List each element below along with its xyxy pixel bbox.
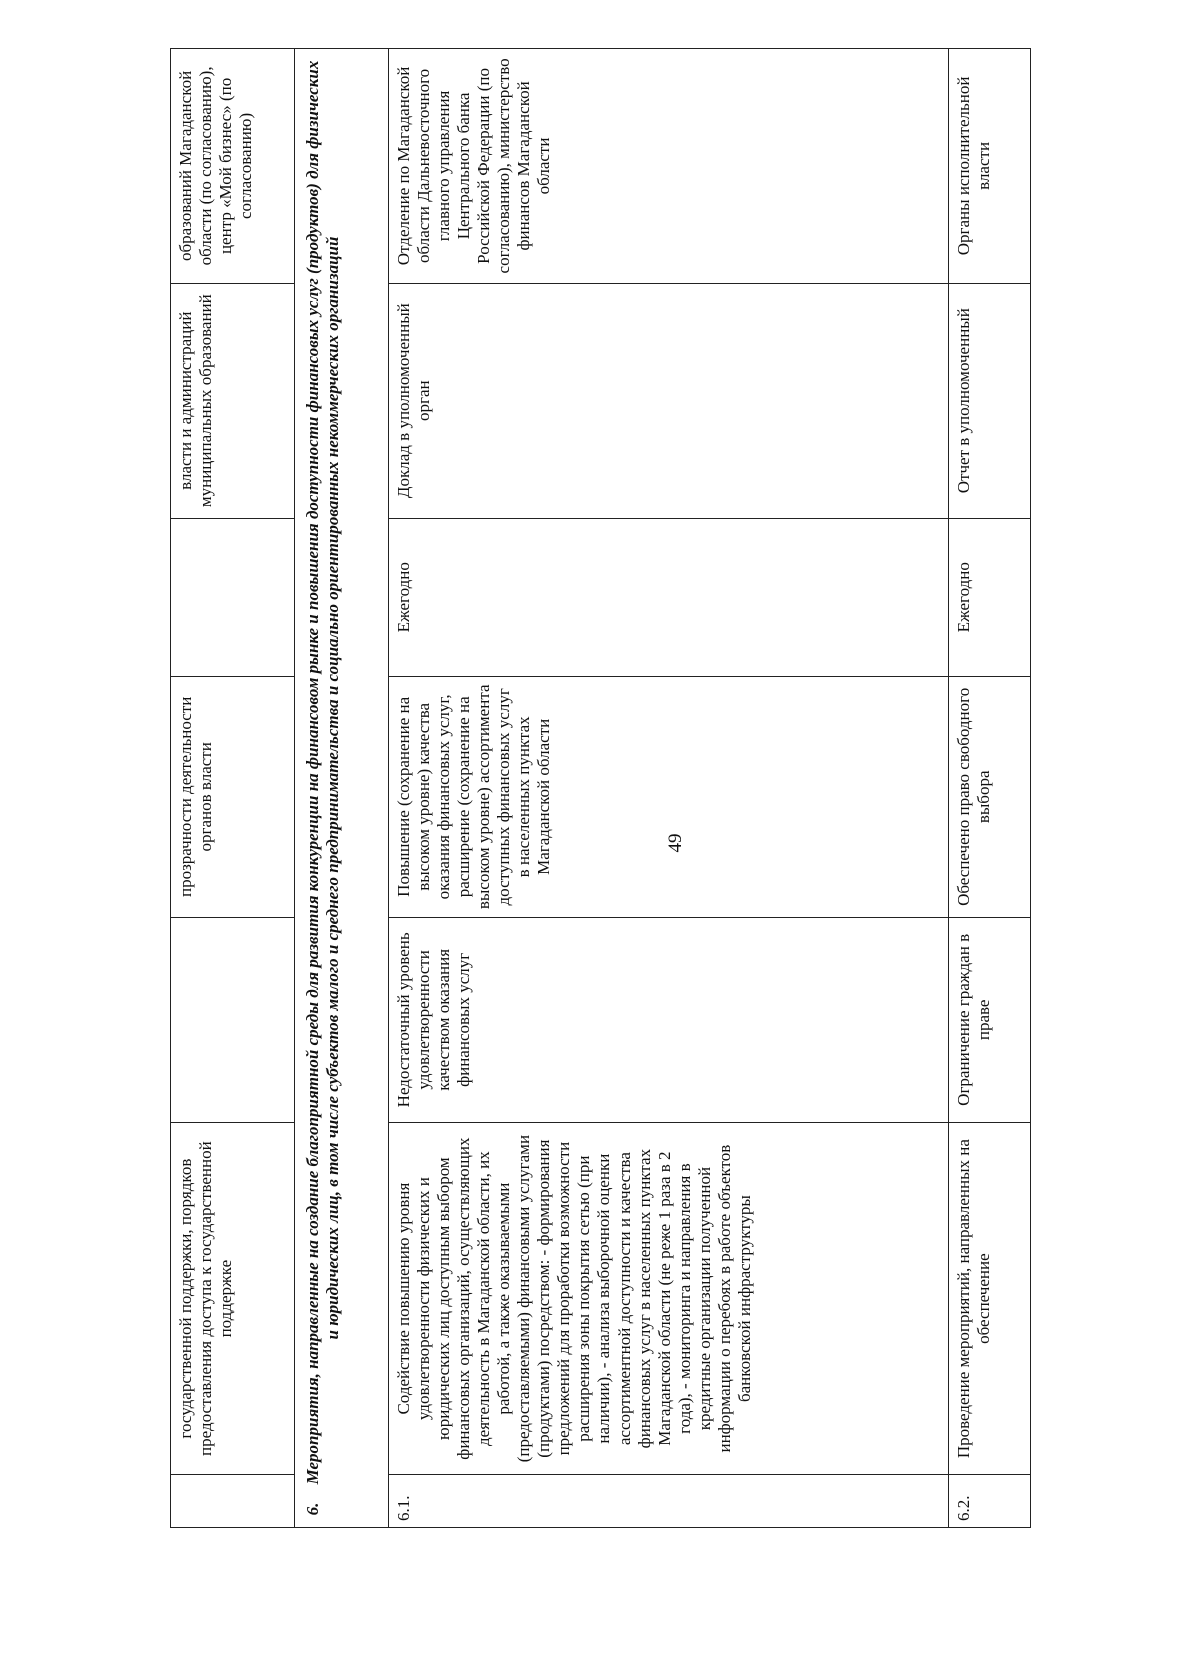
problem-cell: Ограничение граждан в праве bbox=[949, 917, 1031, 1122]
row-number: 6.2. bbox=[949, 1475, 1031, 1528]
row-number: 6.1. bbox=[389, 1475, 949, 1528]
measures-table bbox=[170, 48, 1031, 1528]
event-cell: Содействие повышению уровня удовлетворенности физических и юридических лиц доступным выбором финансовых организаций, осуществляющих деятельность в Магаданской области, их работой, а также оказываемыми (предоставляемыми) финансовыми услугами (продуктами) посредством: - формирования предложений для проработки возможности расширения зоны покрытия сетью (при наличии), - анализа выборочной оценки ассортиментной доступности и качества финансовых услуг в населенных пунктах Магаданской области (не реже 1 раза в 2 года), - мониторинга и направления в кредитные организации полученной информации о перебоях в работе объектов банковской инфраструктуры bbox=[389, 1123, 949, 1475]
problem-cell: Недостаточный уровень удовлетворенности качеством оказания финансовых услуг bbox=[389, 917, 949, 1122]
responsible-cell: Отделение по Магаданской области Дальневосточного главного управления Центрального банка Российской Федерации (по согласованию), министерство финансов Магаданской области bbox=[389, 49, 949, 284]
event-cell: Проведение мероприятий, направленных на обеспечение bbox=[949, 1123, 1031, 1475]
document-cell: власти и администраций муниципальных образований bbox=[171, 283, 295, 518]
page-number: 49 bbox=[665, 833, 686, 853]
deadline-cell: Ежегодно bbox=[389, 518, 949, 676]
result-cell: прозрачности деятельности органов власти bbox=[171, 677, 295, 918]
problem-cell bbox=[171, 917, 295, 1122]
responsible-cell: образований Магаданской области (по согласованию), центр «Мой бизнес» (по согласованию) bbox=[171, 49, 295, 284]
table-row-continued bbox=[171, 49, 295, 1528]
deadline-cell bbox=[171, 518, 295, 676]
document-cell: Отчет в уполномоченный bbox=[949, 283, 1031, 518]
deadline-cell: Ежегодно bbox=[949, 518, 1031, 676]
table-row-6-2 bbox=[949, 49, 1031, 1528]
section-number: 6. bbox=[303, 1502, 322, 1516]
section-title: Мероприятия, направленные на создание благоприятной среды для развития конкуренции на финансовом рынке и повышения доступности финансовых услуг (продуктов) для физических и юридических лиц, в том числе субъектов малого и среднего предпринимательства и социально ориентированных некоммерческих организаций bbox=[303, 60, 343, 1485]
section-heading bbox=[295, 49, 389, 1528]
rotated-table-container bbox=[170, 48, 1030, 1528]
event-cell: государственной поддержки, порядков предоставления доступа к государственной поддержке bbox=[171, 1123, 295, 1475]
document-cell: Доклад в уполномоченный орган bbox=[389, 283, 949, 518]
result-cell: Повышение (сохранение на высоком уровне) качества оказания финансовых услуг, расширение (сохранение на высоком уровне) ассортимента доступных финансовых услуг в населенных пунктах Магаданской области bbox=[389, 677, 949, 918]
section-heading-row bbox=[295, 49, 389, 1528]
result-cell: Обеспечено право свободного выбора bbox=[949, 677, 1031, 918]
row-number bbox=[171, 1475, 295, 1528]
responsible-cell: Органы исполнительной власти bbox=[949, 49, 1031, 284]
table-row-6-1 bbox=[389, 49, 949, 1528]
